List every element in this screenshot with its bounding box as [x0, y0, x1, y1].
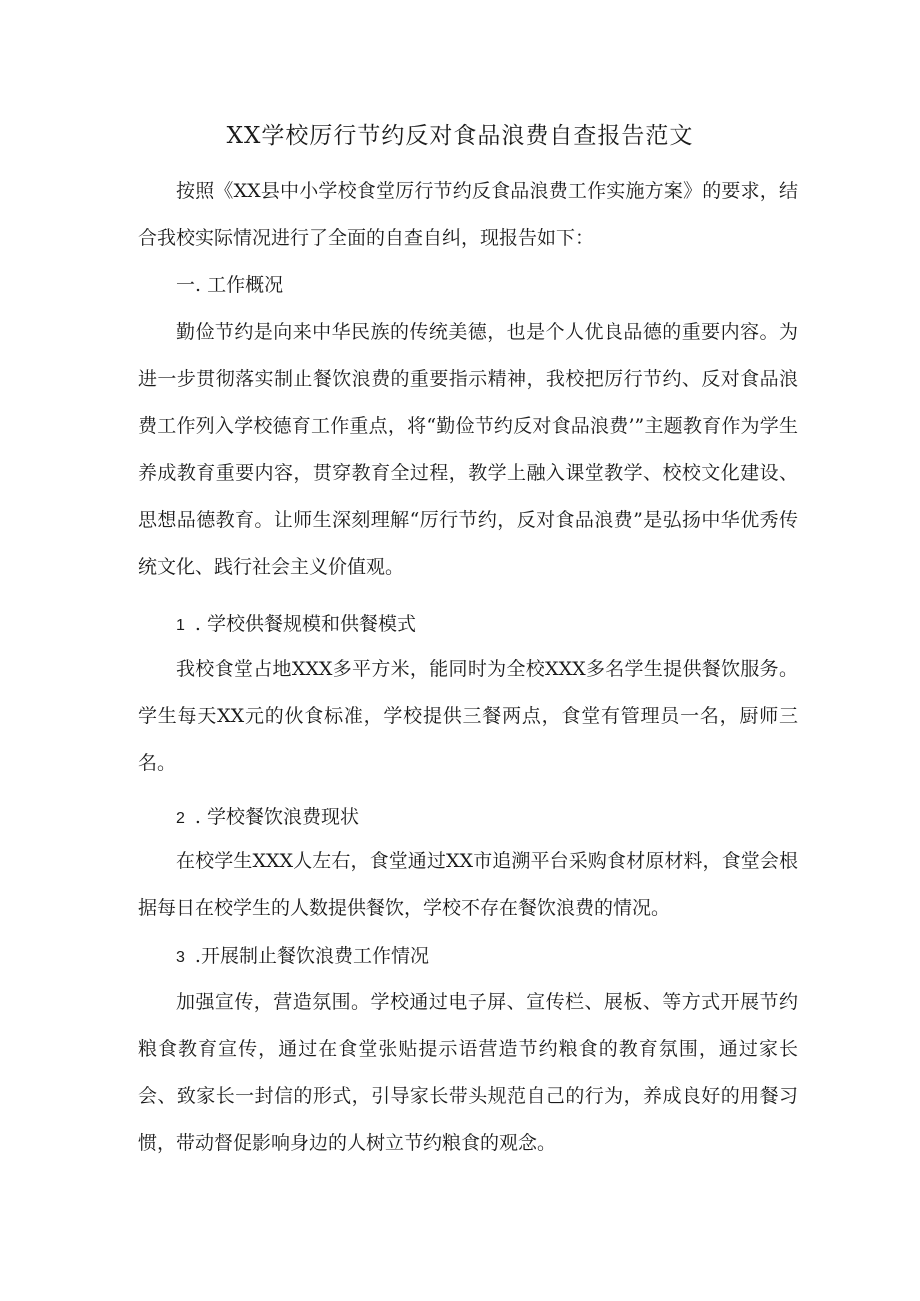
- item1-heading-block: [138, 601, 798, 649]
- item3-heading-text: .开展制止餐饮浪费工作情况: [194, 945, 429, 967]
- section1-paragraph: [138, 309, 798, 591]
- intro-paragraph: [138, 168, 798, 262]
- document-title: XX学校厉行节约反对食品浪费自查报告范文: [226, 123, 694, 149]
- item1-text: 我校食堂占地XXX多平方米，能同时为全校XXX多名学生提供餐饮服务。学生每天XX元的伙食标准，学校提供三餐两点，食堂有管理员一名，厨师三名。: [138, 658, 798, 774]
- item3-heading-block: [138, 933, 798, 981]
- item2-heading-block: [138, 794, 798, 842]
- intro-text: 按照《XX县中小学校食堂厉行节约反食品浪费工作实施方案》的要求，结合我校实际情况进行了全面的自查自纠，现报告如下：: [138, 180, 798, 249]
- section1-text: 勤俭节约是向来中华民族的传统美德，也是个人优良品德的重要内容。为进一步贯彻落实制止餐饮浪费的重要指示精神，我校把厉行节约、反对食品浪费工作列入学校德育工作重点，将“勤俭节约反对食品浪费’”主题教育作为学生养成教育重要内容，贯穿教育全过程，教学上融入课堂教学、校校文化建设、思想品德教育。让师生深刻理解“厉行节约，反对食品浪费”是弘扬中华优秀传统文化、践行社会主义价值观。: [138, 321, 798, 578]
- item2-number: 2: [176, 810, 185, 827]
- item3-heading: [138, 933, 798, 981]
- item2-text: 在校学生XXX人左右，食堂通过XX市追溯平台采购食材原材料，食堂会根据每日在校学生的人数提供餐饮，学校不存在餐饮浪费的情况。: [138, 850, 798, 919]
- item2-paragraph: [138, 838, 798, 932]
- item3-number: 3: [176, 949, 185, 966]
- item2-heading: [138, 794, 798, 842]
- item1-number: 1: [176, 617, 185, 634]
- item3-paragraph: [138, 979, 798, 1167]
- item1-paragraph: [138, 646, 798, 787]
- section1-heading: 一. 工作概况: [176, 274, 284, 296]
- item2-heading-text: . 学校餐饮浪费现状: [194, 806, 359, 828]
- item1-heading: [138, 601, 798, 649]
- item1-heading-text: . 学校供餐规模和供餐模式: [194, 613, 416, 635]
- section1-heading-block: [138, 262, 798, 309]
- item3-text: 加强宣传，营造氛围。学校通过电子屏、宣传栏、展板、等方式开展节约粮食教育宣传，通过在食堂张贴提示语营造节约粮食的教育氛围，通过家长会、致家长一封信的形式，引导家长带头规范自己的行为，养成良好的用餐习惯，带动督促影响身边的人树立节约粮食的观念。: [138, 991, 798, 1154]
